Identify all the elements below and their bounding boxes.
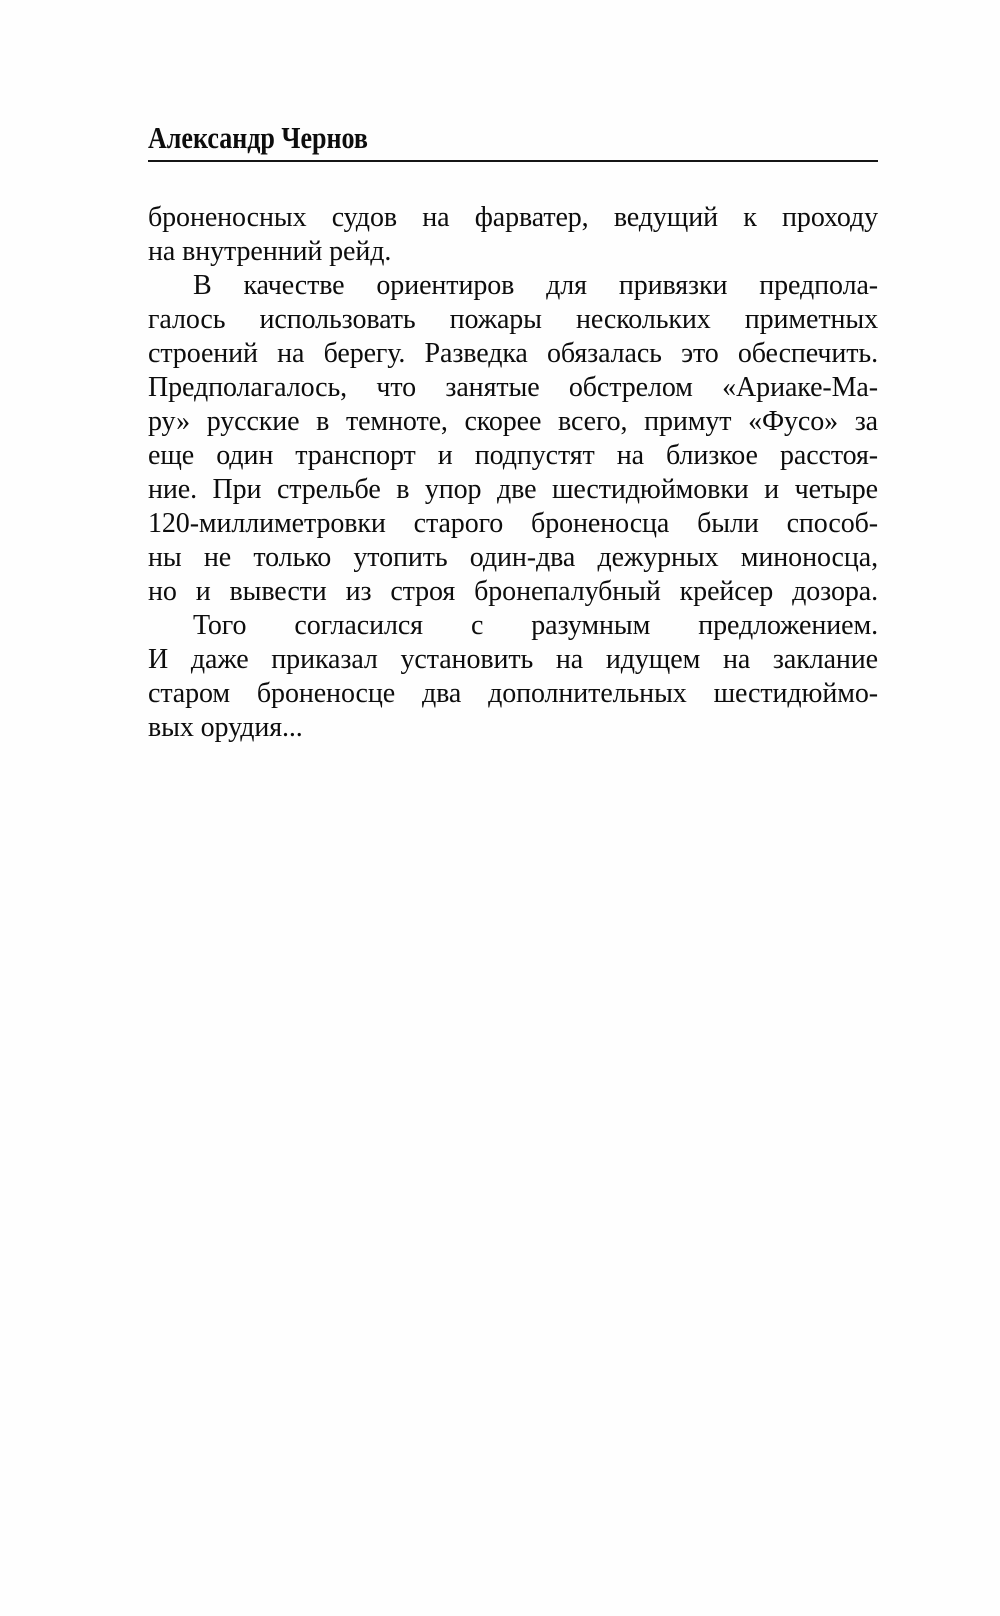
text-line: В качестве ориентиров для привязки предпола- xyxy=(193,270,878,301)
text-line: на внутренний рейд. xyxy=(148,236,392,267)
running-head xyxy=(148,120,878,162)
text-line: Того согласился с разумным предложением. xyxy=(193,610,878,641)
text-line: старом броненосце два дополнительных шестидюймо- xyxy=(148,678,878,709)
page-content xyxy=(148,120,878,745)
text-line: еще один транспорт и подпустят на близкое расстоя- xyxy=(148,440,878,471)
text-line: ру» русские в темноте, скорее всего, примут «Фусо» за xyxy=(148,406,878,437)
text-line: Предполагалось, что занятые обстрелом «Ариаке-Ма- xyxy=(148,372,878,403)
text-line: броненосных судов на фарватер, ведущий к проходу xyxy=(148,202,878,233)
text-line: И даже приказал установить на идущем на заклание xyxy=(148,644,878,675)
text-line: строений на берегу. Разведка обязалась это обеспечить. xyxy=(148,338,878,369)
text-line: ние. При стрельбе в упор две шестидюймовки и четыре xyxy=(148,474,878,505)
text-line: 120-миллиметровки старого броненосца были способ- xyxy=(148,508,878,539)
text-line: но и вывести из строя бронепалубный крейсер дозора. xyxy=(148,576,878,607)
text-line: галось использовать пожары нескольких приметных xyxy=(148,304,878,335)
text-line: вых орудия... xyxy=(148,712,303,743)
body-text xyxy=(148,201,878,745)
page-header-author: Александр Чернов xyxy=(148,120,368,155)
text-line: ны не только утопить один-два дежурных миноносца, xyxy=(148,542,878,573)
